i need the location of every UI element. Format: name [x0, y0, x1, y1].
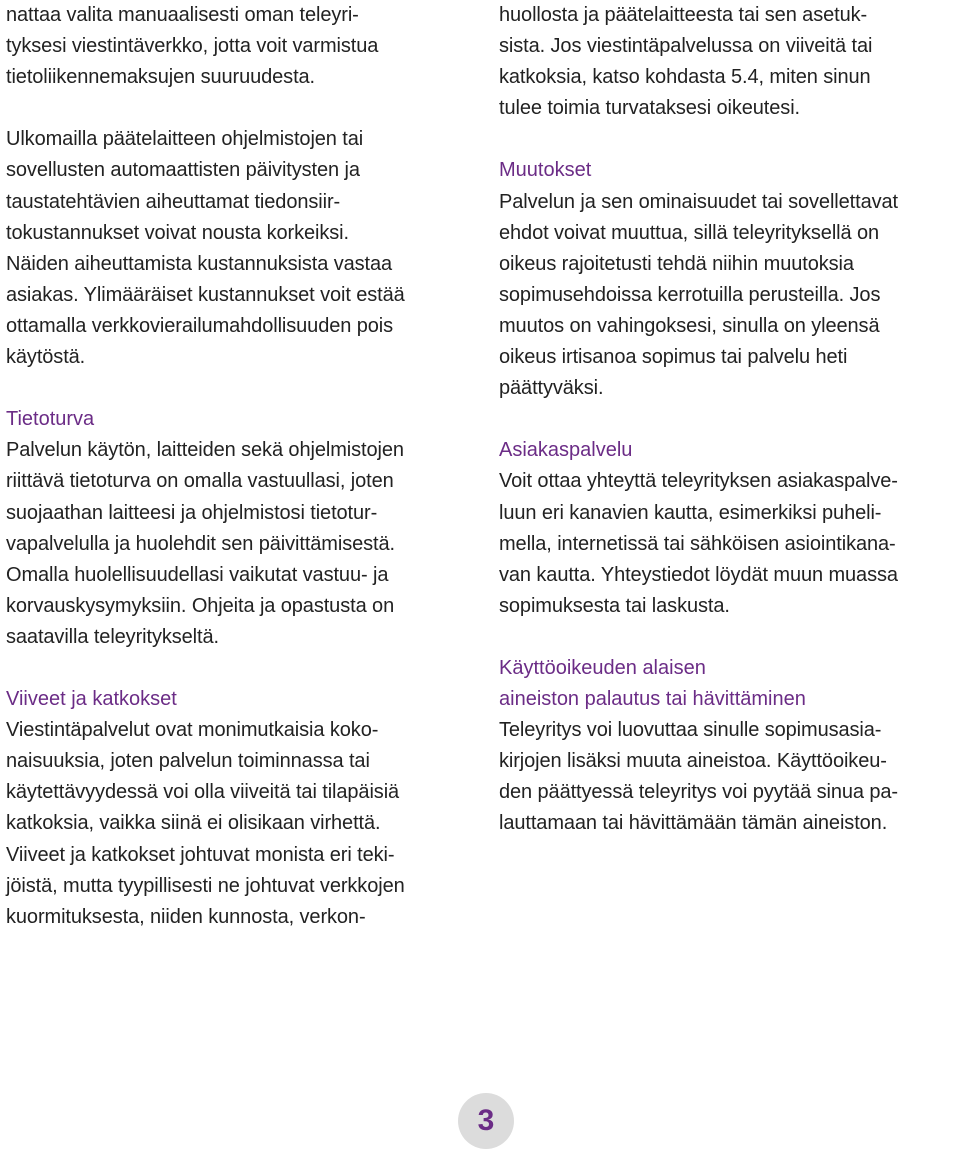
text-line: Omalla huolellisuudellasi vaikutat vastuu- ja: [6, 563, 389, 586]
text-line: Viiveet ja katkokset johtuvat monista eri teki-: [6, 843, 395, 866]
text-line: muutos on vahingoksesi, sinulla on yleensä: [499, 314, 880, 337]
text-line: tokustannukset voivat nousta korkeiksi.: [6, 221, 349, 244]
text-line: sovellusten automaattisten päivitysten ja: [6, 159, 360, 182]
text-line: luun eri kanavien kautta, esimerkiksi puheli-: [499, 501, 882, 524]
customer-service-section: [499, 435, 960, 622]
changes-section: [499, 155, 960, 404]
right-column: [499, 0, 960, 840]
text-line: oikeus rajoitetusti tehdä niihin muutoksia: [499, 252, 854, 275]
text-line: sista. Jos viestintäpalvelussa on viiveitä tai: [499, 35, 873, 58]
text-line: Palvelun käytön, laitteiden sekä ohjelmistojen: [6, 439, 404, 462]
text-line: kuormituksesta, niiden kunnosta, verkon-: [6, 905, 366, 928]
text-line: Ulkomailla päätelaitteen ohjelmistojen tai: [6, 128, 364, 151]
material-return-heading: Käyttöoikeuden alaisen: [499, 656, 706, 679]
text-line: van kautta. Yhteystiedot löydät muun muassa: [499, 563, 898, 586]
text-line: mella, internetissä tai sähköisen asiointikana-: [499, 532, 896, 555]
text-line: saatavilla teleyritykseltä.: [6, 625, 219, 648]
text-line: ottamalla verkkovierailumahdollisuuden pois: [6, 314, 394, 337]
delays-heading: Viiveet ja katkokset: [6, 688, 177, 711]
text-line: huollosta ja päätelaitteesta tai sen asetuk-: [499, 4, 868, 26]
text-line: sopimuksesta tai laskusta.: [499, 594, 730, 617]
left-column: [6, 0, 468, 933]
text-line: vapalvelulla ja huolehdit sen päivittämisestä.: [6, 532, 395, 555]
text-line: kirjojen lisäksi muuta aineistoa. Käyttöoikeu-: [499, 750, 887, 773]
text-line: käytöstä.: [6, 346, 86, 369]
page-number-badge: [458, 1093, 514, 1149]
text-line: päättyväksi.: [499, 377, 604, 400]
text-line: Viestintäpalvelut ovat monimutkaisia koko-: [6, 719, 379, 742]
text-line: taustatehtävien aiheuttamat tiedonsiir-: [6, 190, 341, 213]
text-line: korvauskysymyksiin. Ohjeita ja opastusta on: [6, 594, 395, 617]
text-line: suojaathan laitteesi ja ohjelmistosi tietotur-: [6, 501, 378, 524]
paragraph-gap: [499, 404, 960, 435]
text-line: ehdot voivat muuttua, sillä teleyrityksellä on: [499, 221, 880, 244]
customer-service-heading: Asiakaspalvelu: [499, 439, 633, 462]
material-return-section: [499, 653, 960, 840]
text-line: lauttamaan tai hävittämään tämän aineiston.: [499, 812, 888, 835]
delays-section: [6, 684, 468, 933]
page-number: 3: [477, 1104, 495, 1137]
roaming-paragraph: [6, 124, 468, 373]
text-line: tietoliikennemaksujen suuruudesta.: [6, 66, 316, 89]
text-line: tulee toimia turvataksesi oikeutesi.: [499, 97, 800, 120]
changes-heading: Muutokset: [499, 159, 592, 182]
text-line: nattaa valita manuaalisesti oman teleyri-: [6, 4, 359, 26]
text-line: naisuuksia, joten palvelun toiminnassa tai: [6, 750, 370, 773]
paragraph-gap: [6, 93, 468, 124]
text-line: katkoksia, katso kohdasta 5.4, miten sinun: [499, 66, 871, 89]
text-line: Näiden aiheuttamista kustannuksista vastaa: [6, 252, 393, 275]
text-line: Palvelun ja sen ominaisuudet tai sovellettavat: [499, 190, 898, 213]
text-line: Voit ottaa yhteyttä teleyrityksen asiakaspalve-: [499, 470, 898, 493]
text-line: sopimusehdoissa kerrotuilla perusteilla. Jos: [499, 283, 881, 306]
security-heading: Tietoturva: [6, 408, 95, 431]
text-line: katkoksia, vaikka siinä ei olisikaan virhettä.: [6, 812, 381, 835]
security-section: [6, 404, 468, 653]
text-line: jöistä, mutta tyypillisesti ne johtuvat verkkojen: [6, 874, 405, 897]
paragraph-gap: [499, 124, 960, 155]
text-line: tyksesi viestintäverkko, jotta voit varmistua: [6, 35, 379, 58]
paragraph-gap: [6, 653, 468, 684]
text-line: käytettävyydessä voi olla viiveitä tai tilapäisiä: [6, 781, 400, 804]
paragraph-gap: [499, 622, 960, 653]
text-line: Teleyritys voi luovuttaa sinulle sopimusasia-: [499, 719, 882, 742]
intro-paragraph: [6, 0, 468, 93]
text-line: oikeus irtisanoa sopimus tai palvelu heti: [499, 346, 848, 369]
material-return-heading: aineiston palautus tai hävittäminen: [499, 688, 806, 711]
text-line: asiakas. Ylimääräiset kustannukset voit estää: [6, 283, 405, 306]
text-line: den päättyessä teleyritys voi pyytää sinua pa-: [499, 781, 898, 804]
paragraph-gap: [6, 373, 468, 404]
text-line: riittävä tietoturva on omalla vastuullasi, joten: [6, 470, 394, 493]
continuation-paragraph: [499, 0, 960, 124]
